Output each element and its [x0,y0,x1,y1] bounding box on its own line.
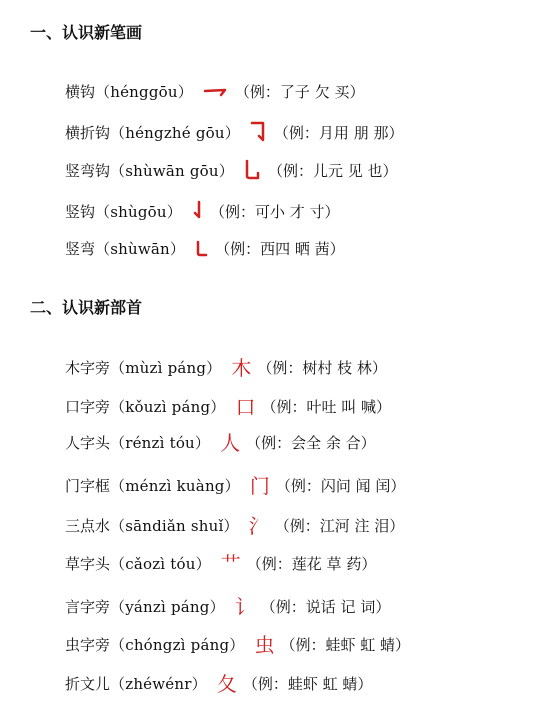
ren-radical-icon: 人 [220,430,241,455]
stroke-example: （例：可小 才 寸） [209,202,340,221]
stroke-pinyin: （shùwān） [95,240,186,258]
radical-pinyin: （mùzì páng） [110,359,222,377]
radical-row-zhewen [65,673,372,694]
stroke-pinyin: （shùwān gōu） [110,161,234,180]
stroke-example: （例：月用 朋 那） [273,123,404,142]
shui-radical-icon: 氵 [248,513,269,538]
stroke-pinyin: （héngzhé gōu） [110,123,240,142]
radical-name: 人字头 [65,434,111,452]
stroke-row-shugou [65,200,339,222]
henggou-stroke-icon [203,85,229,99]
radical-example: （例：江河 注 泪） [274,517,405,535]
radical-row-menzi [65,475,405,496]
stroke-name: 竖弯钩 [65,161,111,180]
stroke-example: （例：西四 晒 茜） [215,240,345,258]
shugou-stroke-icon [192,200,204,222]
radical-name: 门字框 [65,477,111,495]
mu-radical-icon: 木 [231,355,252,380]
stroke-example: （例：儿元 见 也） [267,161,398,180]
radical-example: （例：蛙虾 虹 蜻） [280,636,410,654]
stroke-pinyin: （shùgōu） [95,202,182,221]
section2-heading: 二、认识新部首 [30,298,143,317]
stroke-name: 竖弯 [65,240,96,258]
stroke-example: （例：了子 欠 买） [234,83,365,101]
radical-name: 折文儿 [65,675,111,693]
radical-row-caozi [65,553,376,574]
radical-row-renzi [65,432,376,453]
radical-example: （例：说话 记 词） [260,598,391,616]
radical-pinyin: （cǎozì tóu） [110,555,211,573]
radical-example: （例：树村 枝 林） [257,359,387,377]
shuwan-stroke-icon [195,239,209,259]
section1-heading: 一、认识新笔画 [30,23,143,42]
radical-pinyin: （yánzì páng） [110,598,225,616]
yan-radical-icon: 讠 [234,594,255,619]
radical-name: 三点水 [65,517,111,535]
stroke-name: 竖钩 [65,202,96,221]
radical-name: 草字头 [65,555,111,573]
men-radical-icon: 门 [249,473,270,498]
radical-example: （例：会全 余 合） [246,434,376,452]
radical-pinyin: （ménzì kuàng） [110,477,240,495]
radical-row-chongzi [65,634,410,655]
stroke-name: 横折钩 [65,123,111,142]
shuwangou-stroke-icon [244,158,262,182]
radical-name: 虫字旁 [65,636,111,654]
stroke-row-henggou [65,81,364,102]
radical-example: （例：莲花 草 药） [246,555,377,573]
radical-example: （例：蛙虾 虹 蜻） [242,675,373,693]
radical-name: 口字旁 [65,398,111,416]
radical-name: 言字旁 [65,598,111,616]
cao-radical-icon: 艹 [220,551,241,576]
radical-row-yanzi [65,596,390,617]
radical-row-sandian [65,515,404,536]
stroke-pinyin: （hénggōu） [95,83,193,101]
radical-row-muzi [65,357,387,378]
radical-pinyin: （rénzì tóu） [110,434,211,452]
radical-pinyin: （chóngzì páng） [110,636,245,654]
stroke-row-shuwan [65,238,345,259]
hengzhegou-stroke-icon [250,120,268,144]
zhewen-radical-icon: 夂 [216,671,237,696]
radical-pinyin: （zhéwénr） [110,675,207,693]
radical-example: （例：闪问 闻 闰） [275,477,406,495]
stroke-row-shuwangou [65,158,398,182]
radical-pinyin: （kǒuzì páng） [110,398,226,416]
radical-row-kouzi [65,396,391,417]
radical-example: （例：叶吐 叫 喊） [261,398,392,416]
stroke-row-hengzhegou [65,120,403,144]
radical-pinyin: （sāndiǎn shuǐ） [110,517,239,535]
chong-radical-icon: 虫 [254,632,275,657]
radical-name: 木字旁 [65,359,111,377]
stroke-name: 横钩 [65,83,96,101]
kou-radical-icon: 口 [235,394,256,419]
